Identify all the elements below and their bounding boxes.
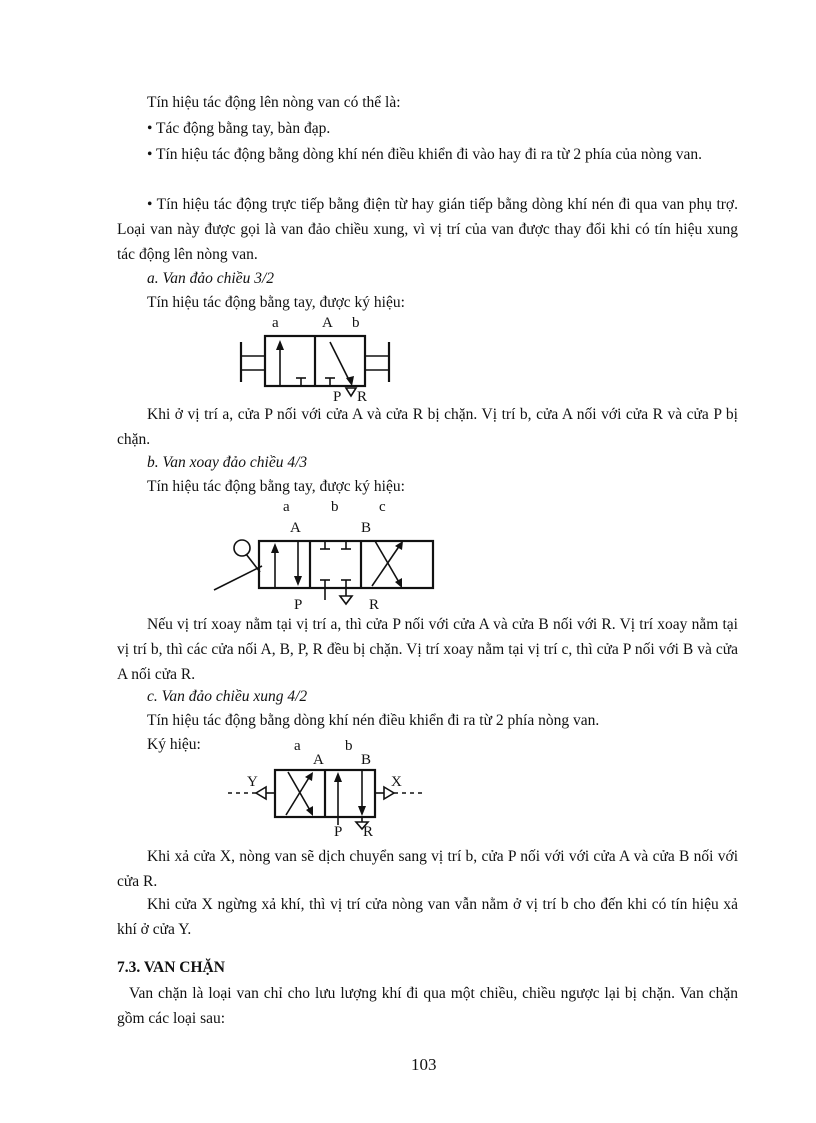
label-c: c xyxy=(379,499,386,515)
bullet-pneumatic: • Tín hiệu tác động bằng dòng khí nén điều khiển đi vào hay đi ra từ 2 phía của nòng van. xyxy=(147,146,703,163)
page-number: 103 xyxy=(411,1055,437,1074)
section-c-description-1: Khi xả cửa X, nòng van sẽ dịch chuyển sang vị trí b, cửa P nối với với cửa A và cửa B nối với cửa R. xyxy=(117,848,738,890)
section-b-caption: Tín hiệu tác động bằng tay, được ký hiệu: xyxy=(147,478,405,495)
label-P: P xyxy=(294,597,303,613)
section-a-description: Khi ở vị trí a, cửa P nối với cửa A và cửa R bị chặn. Vị trí b, cửa A nối với cửa R và cửa P bị chặn. xyxy=(117,406,738,448)
label-a: a xyxy=(272,315,279,331)
label-b: b xyxy=(345,738,353,754)
label-A: A xyxy=(322,315,333,331)
label-A: A xyxy=(290,520,301,536)
section-b-title: b. Van xoay đảo chiều 4/3 xyxy=(147,454,308,471)
label-A: A xyxy=(313,752,324,768)
bullet-electric: • Tín hiệu tác động trực tiếp bằng điện từ hay gián tiếp bằng dòng khí nén đi qua van phụ trợ. Loại van này được gọi là van đảo chiều xung, vì vị trí của van được thay đổi khi có tín hiệu xung tác động lên nòng van. xyxy=(117,196,738,263)
section-a-caption: Tín hiệu tác động bằng tay, được ký hiệu: xyxy=(147,294,405,311)
section-c-caption: Tín hiệu tác động bằng dòng khí nén điều khiển đi ra từ 2 phía nòng van. xyxy=(147,712,600,729)
label-a: a xyxy=(283,499,290,515)
label-R: R xyxy=(357,389,368,405)
section-c-kyhieu: Ký hiệu: xyxy=(147,736,201,753)
label-a: a xyxy=(294,738,301,754)
section-b-description: Nếu vị trí xoay nằm tại vị trí a, thì cửa P nối với cửa A và cửa B nối với R. Vị trí xoay nằm tại vị trí b, thì các cửa nối A, B, P, R đều bị chặn. Vị trí xoay nằm tại vị trí c, thì cửa P nối với B và cửa A nối cửa R. xyxy=(117,616,738,683)
section-a-title: a. Van đảo chiều 3/2 xyxy=(147,270,274,287)
label-P: P xyxy=(334,824,343,840)
label-Y: Y xyxy=(247,774,258,790)
section-c-description-2: Khi cửa X ngừng xả khí, thì vị trí cửa nòng van vẫn nằm ở vị trí b cho đến khi có tín hiệu xả khí ở cửa Y. xyxy=(117,896,738,938)
label-b: b xyxy=(331,499,339,515)
label-X: X xyxy=(391,774,402,790)
section-heading-7-3: 7.3. VAN CHẶN xyxy=(117,959,225,976)
section-c-title: c. Van đảo chiều xung 4/2 xyxy=(147,688,308,705)
intro-paragraph: Tín hiệu tác động lên nòng van có thể là: xyxy=(147,94,401,111)
label-b: b xyxy=(352,315,360,331)
label-B: B xyxy=(361,752,372,768)
bullet-manual: • Tác động bằng tay, bàn đạp. xyxy=(147,120,331,137)
label-R: R xyxy=(363,824,374,840)
label-R: R xyxy=(369,597,380,613)
label-B: B xyxy=(361,520,372,536)
section-7-3-body: Van chặn là loại van chỉ cho lưu lượng khí đi qua một chiều, chiều ngược lại bị chặn. Van chặn gồm các loại sau: xyxy=(117,985,738,1027)
label-P: P xyxy=(333,389,342,405)
